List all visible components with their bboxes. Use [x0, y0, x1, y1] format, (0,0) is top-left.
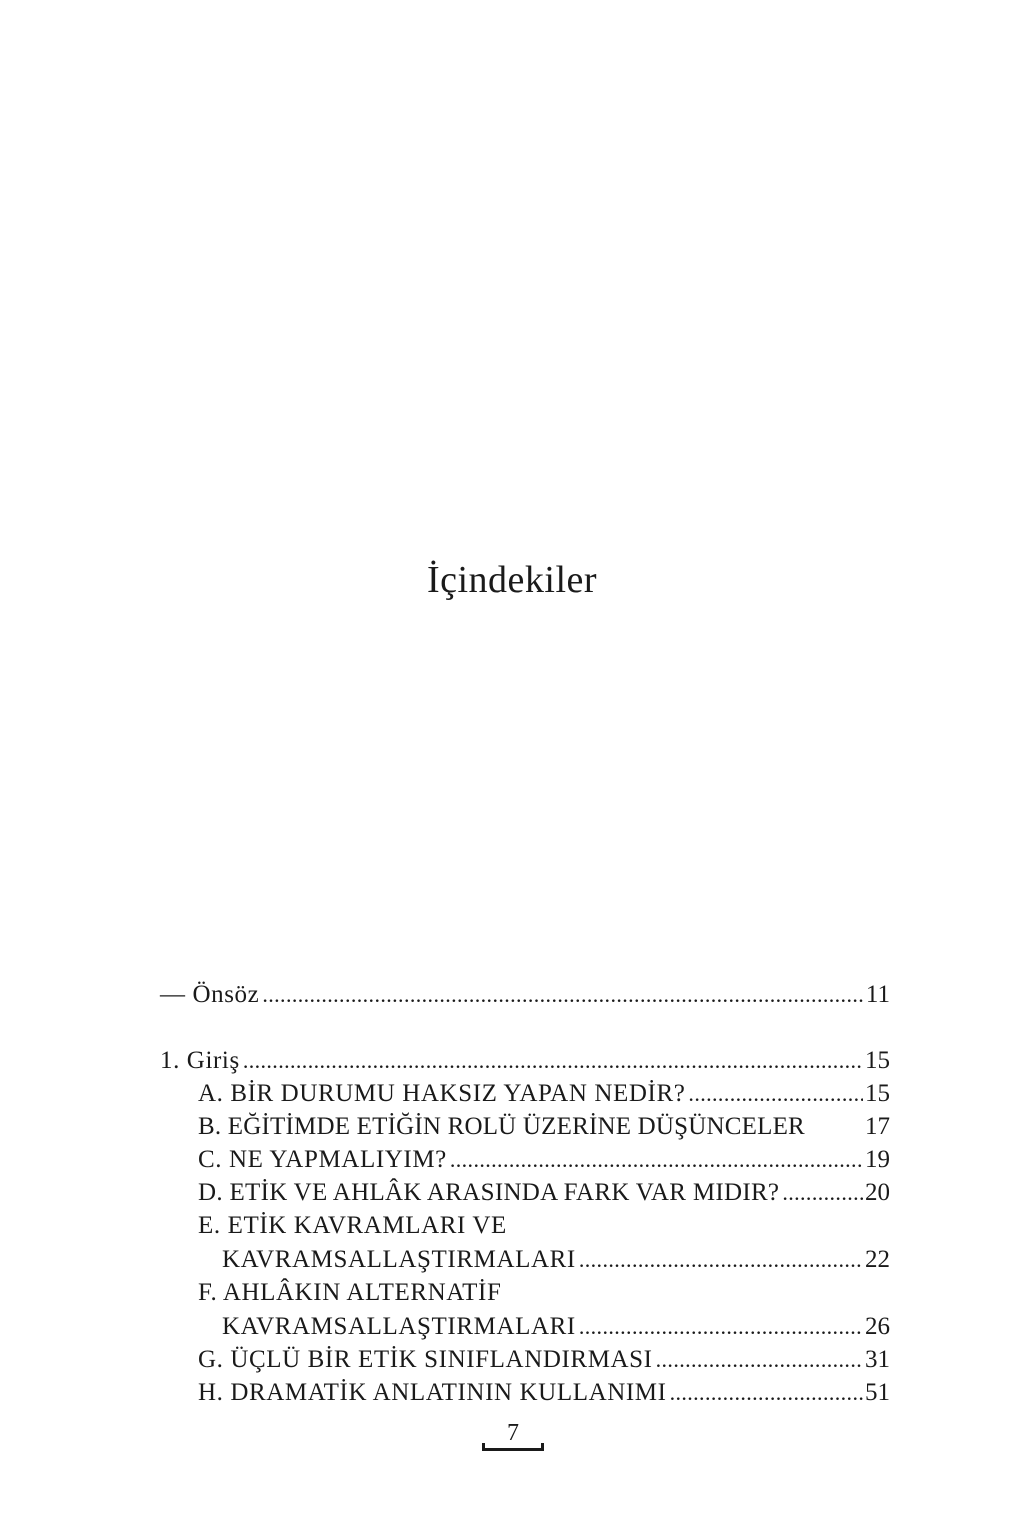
- toc-entry-label: 1. Giriş: [160, 1047, 240, 1074]
- dot-leader: [450, 1143, 863, 1177]
- dot-leader: [579, 1243, 863, 1277]
- toc-entry-label: G. ÜÇLÜ BİR ETİK SINIFLANDIRMASI: [198, 1346, 653, 1373]
- page-number-text: 7: [507, 1420, 519, 1446]
- toc-entry-section-e-continued: [222, 1243, 890, 1277]
- toc-entry-label: H. DRAMATİK ANLATININ KULLANIMI: [198, 1379, 667, 1406]
- toc-entry-section-d: [198, 1176, 890, 1210]
- toc-entry-section-b: [198, 1110, 890, 1144]
- toc-entry-onsoz: [160, 978, 890, 1012]
- toc-entry-section-g: [198, 1343, 890, 1377]
- toc-entry-section-f: [198, 1276, 890, 1310]
- toc-entry-section-a: [198, 1077, 890, 1111]
- dot-leader: [656, 1343, 863, 1377]
- page-number: [482, 1421, 544, 1451]
- toc-entry-page: 11: [865, 981, 890, 1008]
- page-number-bracket: [482, 1448, 544, 1451]
- toc-entry-label: KAVRAMSALLAŞTIRMALARI: [222, 1313, 576, 1340]
- dot-leader: [688, 1077, 863, 1111]
- toc-entry-label: KAVRAMSALLAŞTIRMALARI: [222, 1246, 576, 1273]
- toc-entry-page: 20: [865, 1179, 890, 1206]
- toc-entry-label: D. ETİK VE AHLÂK ARASINDA FARK VAR MIDIR?: [198, 1179, 780, 1206]
- dot-leader: [579, 1310, 863, 1344]
- toc-entry-label: E. ETİK KAVRAMLARI VE: [198, 1212, 507, 1239]
- toc-entry-page: 22: [865, 1246, 890, 1273]
- toc-entry-section-f-continued: [222, 1310, 890, 1344]
- toc-entry-page: 26: [865, 1313, 890, 1340]
- toc-entry-page: 51: [865, 1379, 890, 1406]
- toc-entry-chapter-1: [160, 1044, 890, 1078]
- toc-entry-page: 31: [865, 1346, 890, 1373]
- dot-leader: [243, 1044, 863, 1078]
- dot-leader: [262, 978, 864, 1012]
- dot-leader: [670, 1376, 863, 1410]
- dot-leader: [782, 1176, 863, 1210]
- toc-entry-page: 17: [865, 1113, 890, 1140]
- toc-entry-page: 15: [865, 1047, 890, 1074]
- toc-entry-label: C. NE YAPMALIYIM?: [198, 1146, 447, 1173]
- toc-entry-label: B. EĞİTİMDE ETİĞİN ROLÜ ÜZERİNE DÜŞÜNCELER: [198, 1113, 805, 1140]
- toc-entry-label: — Önsöz: [160, 981, 260, 1008]
- page-title: İçindekiler: [426, 559, 598, 601]
- toc-entry-section-e: [198, 1209, 890, 1243]
- toc-entry-page: 15: [865, 1080, 890, 1107]
- toc-entry-label: F. AHLÂKIN ALTERNATİF: [198, 1279, 502, 1306]
- toc-entry-section-h: [198, 1376, 890, 1410]
- toc-entry-section-c: [198, 1143, 890, 1177]
- toc-entry-page: 19: [865, 1146, 890, 1173]
- toc-entry-label: A. BİR DURUMU HAKSIZ YAPAN NEDİR?: [198, 1080, 686, 1107]
